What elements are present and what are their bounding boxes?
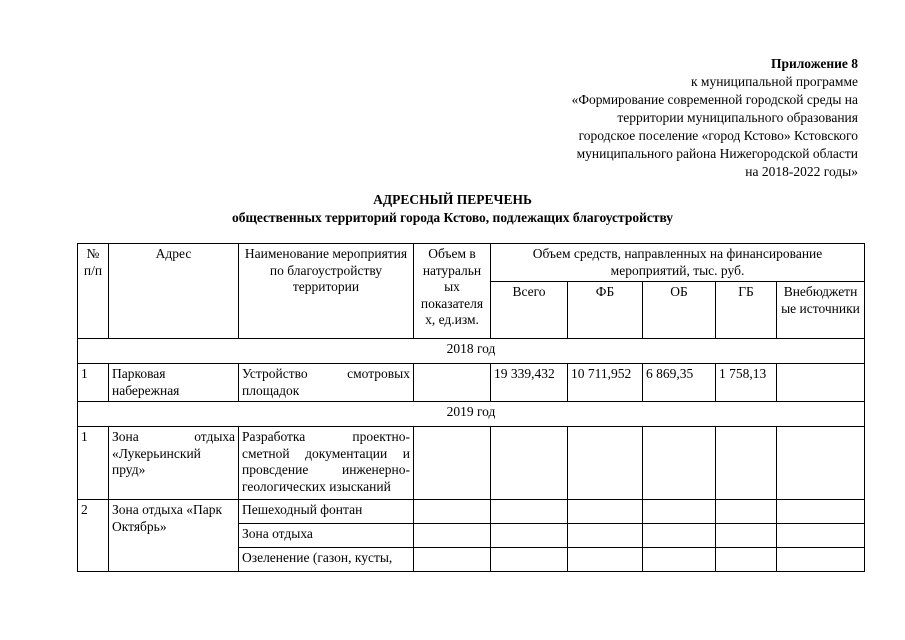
cell-extra bbox=[777, 427, 865, 500]
appendix-line: к муниципальной программе bbox=[690, 74, 858, 89]
cell-ob bbox=[643, 500, 716, 524]
appendix-title: Приложение 8 bbox=[770, 56, 858, 71]
header-volume: Объем в натуральн ых показателя х, ед.изм. bbox=[414, 244, 491, 339]
cell-extra bbox=[777, 548, 865, 572]
cell-total bbox=[491, 524, 568, 548]
cell-num: 1 bbox=[78, 364, 109, 402]
cell-fb bbox=[568, 524, 643, 548]
cell-event: Озеленение (газон, кусты, bbox=[239, 548, 414, 572]
header-address: Адрес bbox=[109, 244, 239, 339]
year-row-2018 bbox=[78, 339, 865, 364]
cell-gb bbox=[716, 524, 777, 548]
cell-event: Разработка проектно-сметной документации и провсдение инженерно-геологических изысканий bbox=[239, 427, 414, 500]
year-label: 2019 год bbox=[78, 402, 865, 427]
cell-event-text: Устройство смотровых площадок bbox=[242, 366, 410, 398]
cell-volume bbox=[414, 427, 491, 500]
header-row bbox=[78, 244, 865, 282]
appendix-line: городское поселение «город Кстово» Кстовского bbox=[578, 128, 858, 143]
header-ob: ОБ bbox=[643, 282, 716, 339]
header-num: № п/п bbox=[78, 244, 109, 339]
appendix-line: муниципального района Нижегородской области bbox=[576, 146, 858, 161]
cell-total: 19 339,432 bbox=[491, 364, 568, 402]
document-subtitle: общественных территорий города Кстово, подлежащих благоустройству bbox=[231, 210, 674, 225]
cell-volume bbox=[414, 364, 491, 402]
cell-gb bbox=[716, 500, 777, 524]
cell-num: 2 bbox=[78, 500, 109, 572]
cell-event: Пешеходный фонтан bbox=[239, 500, 414, 524]
cell-address: Зона отдыха «Лукерьинский пруд» bbox=[109, 427, 239, 500]
cell-fb: 10 711,952 bbox=[568, 364, 643, 402]
cell-ob bbox=[643, 427, 716, 500]
header-gb: ГБ bbox=[716, 282, 777, 339]
cell-volume bbox=[414, 500, 491, 524]
address-list-table bbox=[77, 243, 865, 572]
cell-fb bbox=[568, 500, 643, 524]
cell-ob: 6 869,35 bbox=[643, 364, 716, 402]
header-event: Наименование мероприятия по благоустройству территории bbox=[239, 244, 414, 339]
cell-ob bbox=[643, 524, 716, 548]
appendix-header bbox=[498, 55, 858, 181]
cell-address: Парковая набережная bbox=[109, 364, 239, 402]
document-title: АДРЕСНЫЙ ПЕРЕЧЕНЬ bbox=[373, 192, 532, 207]
appendix-line: на 2018-2022 годы» bbox=[745, 164, 858, 179]
table-row bbox=[78, 500, 865, 524]
header-extra: Внебюджетн ые источники bbox=[777, 282, 865, 339]
cell-extra bbox=[777, 500, 865, 524]
cell-fb bbox=[568, 427, 643, 500]
table-row bbox=[78, 427, 865, 500]
cell-gb bbox=[716, 427, 777, 500]
cell-event bbox=[239, 364, 414, 402]
cell-total bbox=[491, 500, 568, 524]
cell-gb: 1 758,13 bbox=[716, 364, 777, 402]
year-row-2019 bbox=[78, 402, 865, 427]
header-funding: Объем средств, направленных на финансирование мероприятий, тыс. руб. bbox=[491, 244, 865, 282]
cell-volume bbox=[414, 524, 491, 548]
table-row bbox=[78, 364, 865, 402]
header-fb: ФБ bbox=[568, 282, 643, 339]
cell-total bbox=[491, 548, 568, 572]
cell-extra bbox=[777, 524, 865, 548]
appendix-line: «Формирование современной городской среды на bbox=[571, 92, 858, 107]
cell-ob bbox=[643, 548, 716, 572]
header-total: Всего bbox=[491, 282, 568, 339]
appendix-line: территории муниципального образования bbox=[617, 110, 858, 125]
cell-extra bbox=[777, 364, 865, 402]
cell-total bbox=[491, 427, 568, 500]
cell-gb bbox=[716, 548, 777, 572]
cell-address: Зона отдыха «Парк Октябрь» bbox=[109, 500, 239, 572]
cell-event: Зона отдыха bbox=[239, 524, 414, 548]
cell-fb bbox=[568, 548, 643, 572]
year-label: 2018 год bbox=[78, 339, 865, 364]
cell-volume bbox=[414, 548, 491, 572]
cell-num: 1 bbox=[78, 427, 109, 500]
